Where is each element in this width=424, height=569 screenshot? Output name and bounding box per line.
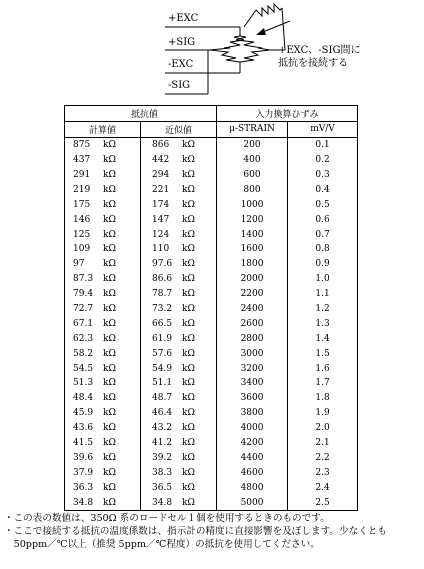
mvv-value: 0.4 xyxy=(288,182,358,197)
calculated-cell xyxy=(65,272,141,287)
approx-cell xyxy=(141,197,217,212)
approx-value: 294 xyxy=(152,170,170,180)
unit-label: kΩ xyxy=(182,229,195,240)
mvv-value: 0.5 xyxy=(288,197,358,212)
unit-label: kΩ xyxy=(182,318,195,329)
approx-value: 866 xyxy=(152,140,170,151)
table-row xyxy=(65,242,358,257)
calculated-cell xyxy=(65,361,141,376)
table-row xyxy=(65,137,358,152)
mvv-column-header: mV/V xyxy=(288,121,358,137)
calculated-value: 51.3 xyxy=(73,378,94,389)
approx-cell xyxy=(141,406,217,421)
exc-minus-label: -EXC xyxy=(168,59,194,70)
note-line-1: ・この表の数値は、350Ω 系のロードセル１個を使用するときのものです。 xyxy=(4,513,330,524)
unit-label: kΩ xyxy=(182,155,195,166)
resistance-strain-table xyxy=(64,105,358,511)
approx-cell xyxy=(141,450,217,465)
calculated-value: 54.5 xyxy=(73,363,94,374)
approx-cell xyxy=(141,391,217,406)
unit-label: kΩ xyxy=(182,423,195,434)
table-row xyxy=(65,361,358,376)
unit-label: kΩ xyxy=(103,333,116,344)
mvv-value: 0.6 xyxy=(288,212,358,227)
mvv-value: 0.9 xyxy=(288,257,358,272)
unit-label: kΩ xyxy=(103,438,116,449)
table-row xyxy=(65,272,358,287)
unit-label: kΩ xyxy=(103,348,116,359)
approx-cell xyxy=(141,272,217,287)
calculated-cell xyxy=(65,436,141,451)
unit-label: kΩ xyxy=(182,304,195,315)
unit-label: kΩ xyxy=(182,408,195,419)
unit-label: kΩ xyxy=(103,304,116,315)
resistance-group-header: 抵抗値 xyxy=(65,106,217,122)
calculated-value: 109 xyxy=(73,244,91,255)
input-strain-group-header: 入力換算ひずみ xyxy=(217,106,358,122)
approx-cell xyxy=(141,257,217,272)
connection-note-line2: 抵抗を接続する xyxy=(278,58,348,69)
calculated-cell xyxy=(65,302,141,317)
approx-value: 147 xyxy=(152,214,170,225)
strain-value: 4200 xyxy=(217,436,288,451)
unit-label: kΩ xyxy=(103,378,116,389)
calculated-cell xyxy=(65,331,141,346)
approx-value: 43.2 xyxy=(152,423,173,434)
calculated-cell xyxy=(65,406,141,421)
calculated-value: 43.6 xyxy=(73,423,94,434)
unit-label: kΩ xyxy=(103,497,116,508)
unit-label: kΩ xyxy=(182,393,195,404)
unit-label: kΩ xyxy=(103,482,116,493)
table-row xyxy=(65,212,358,227)
table-row xyxy=(65,257,358,272)
mvv-value: 1.5 xyxy=(288,346,358,361)
strain-value: 3400 xyxy=(217,376,288,391)
strain-value: 4000 xyxy=(217,421,288,436)
strain-value: 400 xyxy=(217,153,288,168)
table-row xyxy=(65,376,358,391)
calculated-value: 67.1 xyxy=(73,318,94,329)
approx-cell xyxy=(141,331,217,346)
unit-label: kΩ xyxy=(182,244,195,255)
approx-cell xyxy=(141,212,217,227)
mvv-value: 0.8 xyxy=(288,242,358,257)
unit-label: kΩ xyxy=(103,423,116,434)
calculated-value: 87.3 xyxy=(73,274,94,285)
approx-cell xyxy=(141,302,217,317)
calculated-value: 437 xyxy=(73,155,91,166)
calculated-cell xyxy=(65,480,141,495)
strain-value: 2400 xyxy=(217,302,288,317)
sig-plus-label: +SIG xyxy=(168,37,196,48)
unit-label: kΩ xyxy=(103,467,116,478)
mvv-value: 2.5 xyxy=(288,495,358,510)
calculated-value: 34.8 xyxy=(73,497,94,508)
approx-value: 38.3 xyxy=(152,467,173,478)
unit-label: kΩ xyxy=(103,274,116,285)
calculated-cell xyxy=(65,168,141,183)
calculated-value: 62.3 xyxy=(73,333,94,344)
unit-label: kΩ xyxy=(182,497,195,508)
bridge-wiring-diagram xyxy=(0,0,424,100)
strain-column-header: μ-STRAIN xyxy=(217,121,288,137)
strain-value: 2600 xyxy=(217,316,288,331)
unit-label: kΩ xyxy=(182,482,195,493)
connection-note-line1: +EXC、-SIG間に xyxy=(278,45,361,56)
strain-value: 1200 xyxy=(217,212,288,227)
approx-value: 442 xyxy=(152,155,170,166)
unit-label: kΩ xyxy=(182,274,195,285)
unit-label: kΩ xyxy=(103,393,116,404)
table-row xyxy=(65,182,358,197)
approx-cell xyxy=(141,465,217,480)
approx-cell xyxy=(141,182,217,197)
mvv-value: 1.8 xyxy=(288,391,358,406)
unit-label: kΩ xyxy=(182,140,195,151)
mvv-value: 1.2 xyxy=(288,302,358,317)
approx-value: 51.1 xyxy=(152,378,173,389)
approx-value: 110 xyxy=(152,244,170,255)
mvv-value: 2.2 xyxy=(288,450,358,465)
approx-value: 54.9 xyxy=(152,363,173,374)
table-row xyxy=(65,331,358,346)
strain-value: 2800 xyxy=(217,331,288,346)
approx-cell xyxy=(141,421,217,436)
calculated-cell xyxy=(65,465,141,480)
strain-value: 3200 xyxy=(217,361,288,376)
unit-label: kΩ xyxy=(182,214,195,225)
calculated-cell xyxy=(65,227,141,242)
strain-value: 2000 xyxy=(217,272,288,287)
calculated-cell xyxy=(65,257,141,272)
mvv-value: 1.0 xyxy=(288,272,358,287)
table-row xyxy=(65,450,358,465)
mvv-value: 1.7 xyxy=(288,376,358,391)
approx-cell xyxy=(141,495,217,510)
approx-value: 57.6 xyxy=(152,348,173,359)
unit-label: kΩ xyxy=(182,170,195,180)
table-row xyxy=(65,421,358,436)
approx-value: 221 xyxy=(152,184,170,195)
mvv-value: 0.3 xyxy=(288,168,358,183)
table-body xyxy=(65,137,358,510)
calculated-value: 41.5 xyxy=(73,438,94,449)
mvv-value: 1.1 xyxy=(288,287,358,302)
unit-label: kΩ xyxy=(182,452,195,463)
strain-value: 4600 xyxy=(217,465,288,480)
unit-label: kΩ xyxy=(103,408,116,419)
calculated-value: 175 xyxy=(73,199,91,210)
table-row xyxy=(65,227,358,242)
unit-label: kΩ xyxy=(103,363,116,374)
calculated-value: 146 xyxy=(73,214,91,225)
strain-value: 2200 xyxy=(217,287,288,302)
unit-label: kΩ xyxy=(182,348,195,359)
calculated-value: 97 xyxy=(73,259,85,270)
approx-value: 78.7 xyxy=(152,289,173,300)
approx-value: 34.8 xyxy=(152,497,173,508)
approx-cell xyxy=(141,227,217,242)
strain-value: 4800 xyxy=(217,480,288,495)
calculated-value: 39.6 xyxy=(73,452,94,463)
table-row xyxy=(65,436,358,451)
mvv-value: 0.7 xyxy=(288,227,358,242)
calculated-value: 79.4 xyxy=(73,289,94,300)
unit-label: kΩ xyxy=(103,214,116,225)
approx-value: 61.9 xyxy=(152,333,173,344)
unit-label: kΩ xyxy=(182,333,195,344)
mvv-value: 2.3 xyxy=(288,465,358,480)
approx-value: 86.6 xyxy=(152,274,173,285)
approx-value: 124 xyxy=(152,229,170,240)
calculated-cell xyxy=(65,242,141,257)
unit-label: kΩ xyxy=(182,289,195,300)
strain-value: 600 xyxy=(217,168,288,183)
approx-cell xyxy=(141,346,217,361)
table-row xyxy=(65,316,358,331)
unit-label: kΩ xyxy=(182,199,195,210)
unit-label: kΩ xyxy=(103,184,116,195)
approx-cell xyxy=(141,242,217,257)
calculated-cell xyxy=(65,421,141,436)
approx-value: 36.5 xyxy=(152,482,173,493)
unit-label: kΩ xyxy=(182,259,195,270)
calculated-cell xyxy=(65,391,141,406)
approx-value: 39.2 xyxy=(152,452,173,463)
approx-cell xyxy=(141,436,217,451)
calculated-column-header: 計算値 xyxy=(65,121,141,137)
approx-cell xyxy=(141,480,217,495)
unit-label: kΩ xyxy=(103,244,116,255)
approx-value: 41.2 xyxy=(152,438,173,449)
calculated-cell xyxy=(65,212,141,227)
calculated-value: 125 xyxy=(73,229,91,240)
mvv-value: 0.2 xyxy=(288,153,358,168)
table-row xyxy=(65,480,358,495)
table-row xyxy=(65,495,358,510)
approx-value: 46.4 xyxy=(152,408,173,419)
unit-label: kΩ xyxy=(182,363,195,374)
note-line-2: ・ここで接続する抵抗の温度係数は、指示計の精度に直接影響を及ぼします。少なくとも xyxy=(4,526,387,537)
unit-label: kΩ xyxy=(182,184,195,195)
unit-label: kΩ xyxy=(103,155,116,166)
calculated-cell xyxy=(65,376,141,391)
unit-label: kΩ xyxy=(182,438,195,449)
strain-value: 3600 xyxy=(217,391,288,406)
calculated-cell xyxy=(65,316,141,331)
sig-minus-label: -SIG xyxy=(168,80,191,91)
calculated-cell xyxy=(65,137,141,152)
calculated-cell xyxy=(65,346,141,361)
unit-label: kΩ xyxy=(103,140,116,151)
table-row xyxy=(65,287,358,302)
calculated-cell xyxy=(65,287,141,302)
strain-value: 200 xyxy=(217,137,288,152)
mvv-value: 2.4 xyxy=(288,480,358,495)
calculated-cell xyxy=(65,197,141,212)
strain-value: 3000 xyxy=(217,346,288,361)
unit-label: kΩ xyxy=(103,170,116,180)
calculated-value: 58.2 xyxy=(73,348,94,359)
table-row xyxy=(65,302,358,317)
approx-cell xyxy=(141,361,217,376)
mvv-value: 2.1 xyxy=(288,436,358,451)
unit-label: kΩ xyxy=(103,229,116,240)
calculated-cell xyxy=(65,153,141,168)
note-line-3: 50ppm／℃以上（推奨 5ppm／℃程度）の抵抗を使用してください。 xyxy=(4,539,320,550)
mvv-value: 1.6 xyxy=(288,361,358,376)
strain-value: 4400 xyxy=(217,450,288,465)
unit-label: kΩ xyxy=(182,467,195,478)
exc-plus-label: +EXC xyxy=(168,13,199,24)
table-row xyxy=(65,346,358,361)
mvv-value: 2.0 xyxy=(288,421,358,436)
notes xyxy=(4,512,422,551)
unit-label: kΩ xyxy=(103,289,116,300)
approx-cell xyxy=(141,137,217,152)
approx-column-header: 近似値 xyxy=(141,121,217,137)
table-row xyxy=(65,153,358,168)
approx-value: 73.2 xyxy=(152,304,173,315)
unit-label: kΩ xyxy=(103,199,116,210)
table-row xyxy=(65,168,358,183)
approx-cell xyxy=(141,316,217,331)
calculated-value: 45.9 xyxy=(73,408,94,419)
mvv-value: 1.9 xyxy=(288,406,358,421)
approx-cell xyxy=(141,153,217,168)
approx-cell xyxy=(141,168,217,183)
calculated-value: 36.3 xyxy=(73,482,94,493)
strain-value: 1600 xyxy=(217,242,288,257)
unit-label: kΩ xyxy=(182,378,195,389)
calculated-value: 37.9 xyxy=(73,467,94,478)
calculated-value: 875 xyxy=(73,140,91,151)
table-row xyxy=(65,197,358,212)
calculated-value: 72.7 xyxy=(73,304,94,315)
mvv-value: 1.4 xyxy=(288,331,358,346)
approx-value: 97.6 xyxy=(152,259,173,270)
table-row xyxy=(65,465,358,480)
strain-value: 1800 xyxy=(217,257,288,272)
strain-value: 1400 xyxy=(217,227,288,242)
calculated-cell xyxy=(65,450,141,465)
mvv-value: 1.3 xyxy=(288,316,358,331)
strain-value: 1000 xyxy=(217,197,288,212)
calculated-cell xyxy=(65,495,141,510)
approx-value: 48.7 xyxy=(152,393,173,404)
calculated-cell xyxy=(65,182,141,197)
calculated-value: 219 xyxy=(73,184,91,195)
unit-label: kΩ xyxy=(103,318,116,329)
approx-value: 66.5 xyxy=(152,318,173,329)
unit-label: kΩ xyxy=(103,452,116,463)
approx-cell xyxy=(141,376,217,391)
calculated-value: 291 xyxy=(73,170,91,180)
calculated-value: 48.4 xyxy=(73,393,94,404)
approx-cell xyxy=(141,287,217,302)
unit-label: kΩ xyxy=(103,259,116,270)
mvv-value: 0.1 xyxy=(288,137,358,152)
table-row xyxy=(65,406,358,421)
strain-value: 5000 xyxy=(217,495,288,510)
approx-value: 174 xyxy=(152,199,170,210)
strain-value: 800 xyxy=(217,182,288,197)
table-row xyxy=(65,391,358,406)
strain-value: 3800 xyxy=(217,406,288,421)
